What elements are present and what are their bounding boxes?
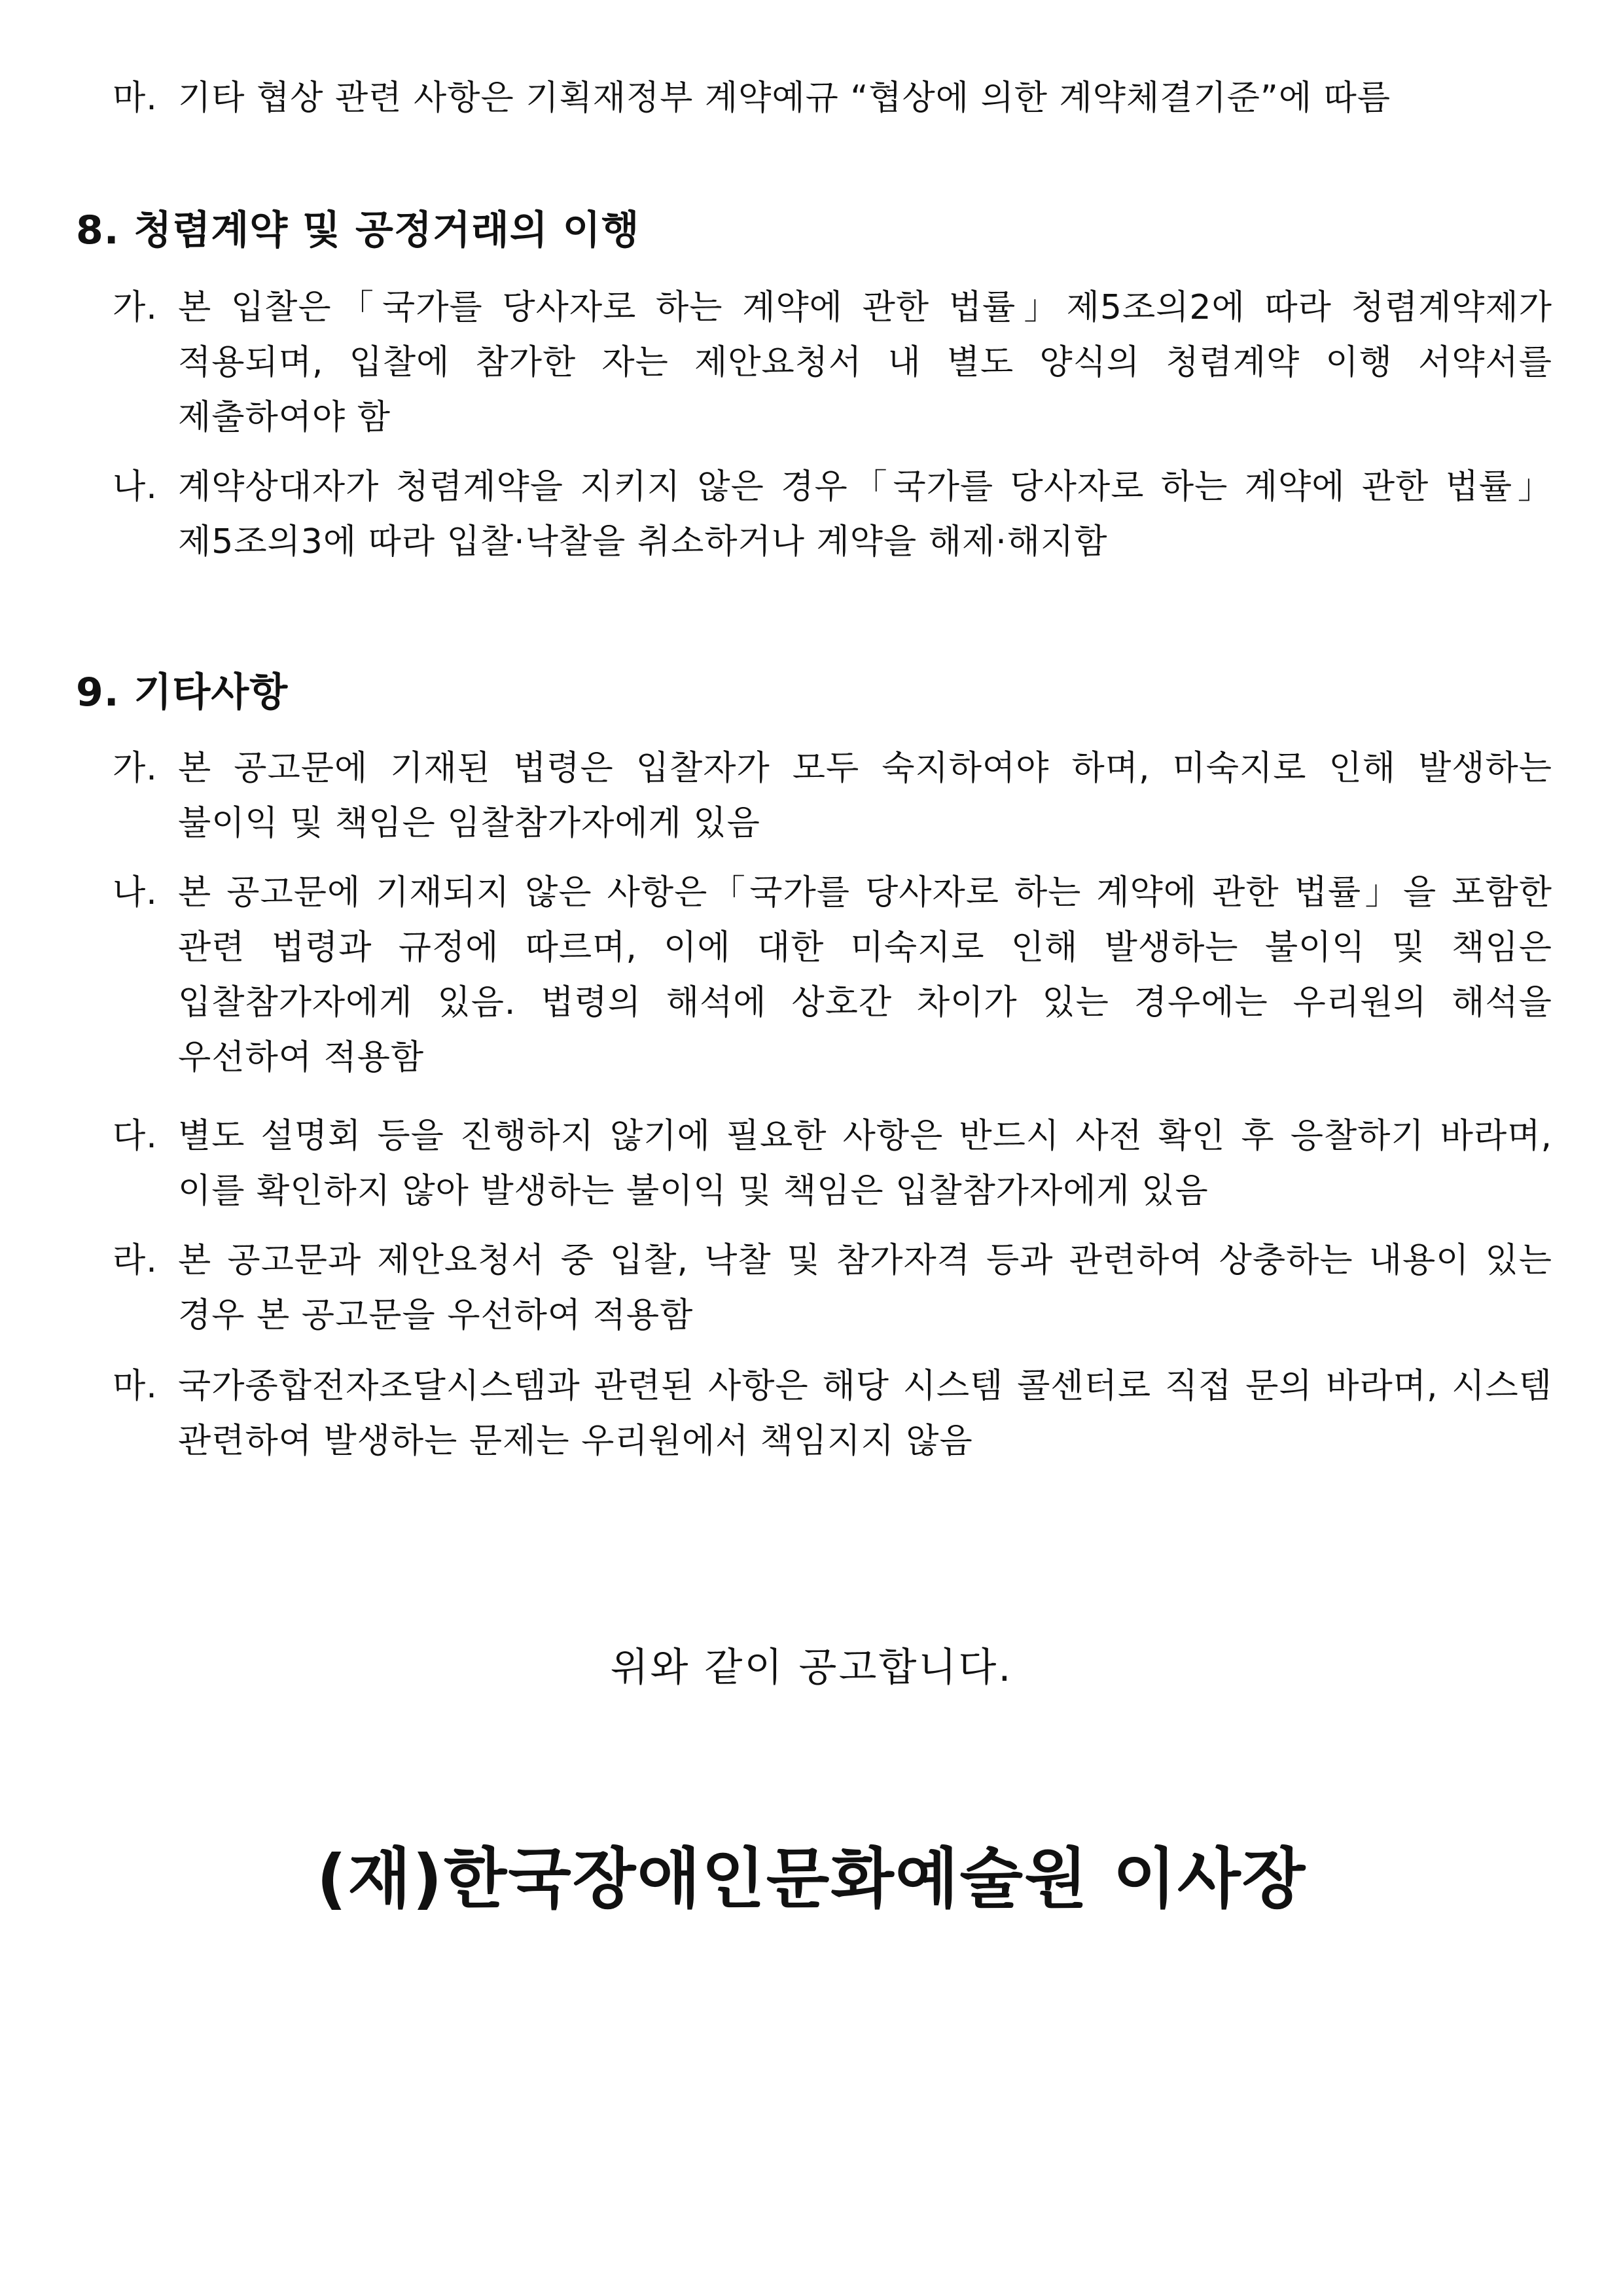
list-marker: 가. [113, 288, 158, 327]
list-marker: 마. [113, 79, 158, 118]
list-item-text: 본 공고문과 제안요청서 중 입찰, 낙찰 및 참가자격 등과 관련하여 상충하는 내용이 있는 경우 본 공고문을 우선하여 적용함 [178, 1241, 1552, 1335]
list-marker: 라. [113, 1241, 158, 1280]
list-marker: 가. [113, 749, 158, 788]
list-item-text: 별도 설명회 등을 진행하지 않기에 필요한 사항은 반드시 사전 확인 후 응찰하기 바라며, 이를 확인하지 않아 발생하는 불이익 및 책임은 입찰참가자에게 있음 [178, 1117, 1552, 1211]
list-marker: 마. [113, 1367, 158, 1406]
list-item-text: 계약상대자가 청렴계약을 지키지 않은 경우「국가를 당사자로 하는 계약에 관한 법률」제5조의3에 따라 입찰·낙찰을 취소하거나 계약을 해제·해지함 [178, 467, 1552, 562]
list-item-ma-top [113, 71, 1552, 126]
section-8-item-na [113, 459, 1552, 569]
list-item-text: 국가종합전자조달시스템과 관련된 사항은 해당 시스템 콜센터로 직접 문의 바라며, 시스템 관련하여 발생하는 문제는 우리원에서 책임지지 않음 [178, 1367, 1552, 1461]
section-9-item-ga [113, 741, 1552, 851]
list-item-text: 본 입찰은「국가를 당사자로 하는 계약에 관한 법률」제5조의2에 따라 청렴계약제가 적용되며, 입찰에 참가한 자는 제안요청서 내 별도 양식의 청렴계약 이행 서약서를 제출하여야 함 [178, 288, 1552, 437]
section-9-item-ra [113, 1233, 1552, 1343]
section-9-heading: 9. 기타사항 [76, 670, 289, 715]
section-9-item-na [113, 865, 1552, 1085]
list-marker: 나. [113, 873, 158, 912]
signatory-name: (재)한국장애인문화예술원 이사장 [316, 1840, 1307, 1917]
section-8-heading: 8. 청렴계약 및 공정거래의 이행 [76, 207, 640, 253]
list-item-text: 본 공고문에 기재되지 않은 사항은「국가를 당사자로 하는 계약에 관한 법률」을 포함한 관련 법령과 규정에 따르며, 이에 대한 미숙지로 인해 발생하는 불이익 및 책임은 입찰참가자에게 있음. 법령의 해석에 상호간 차이가 있는 경우에는 우리원의 해석을 우선하여 적용함 [178, 873, 1552, 1077]
section-8-item-ga [113, 280, 1552, 445]
section-9-item-da [113, 1109, 1552, 1219]
closing-statement: 위와 같이 공고합니다. [610, 1645, 1013, 1691]
list-marker: 다. [113, 1117, 158, 1156]
list-marker: 나. [113, 467, 158, 507]
list-item-text: 본 공고문에 기재된 법령은 입찰자가 모두 숙지하여야 하며, 미숙지로 인해 발생하는 불이익 및 책임은 임찰참가자에게 있음 [178, 749, 1552, 843]
section-9-item-ma [113, 1359, 1552, 1469]
list-item-text: 기타 협상 관련 사항은 기획재정부 계약예규 “협상에 의한 계약체결기준”에 따름 [178, 79, 1391, 118]
